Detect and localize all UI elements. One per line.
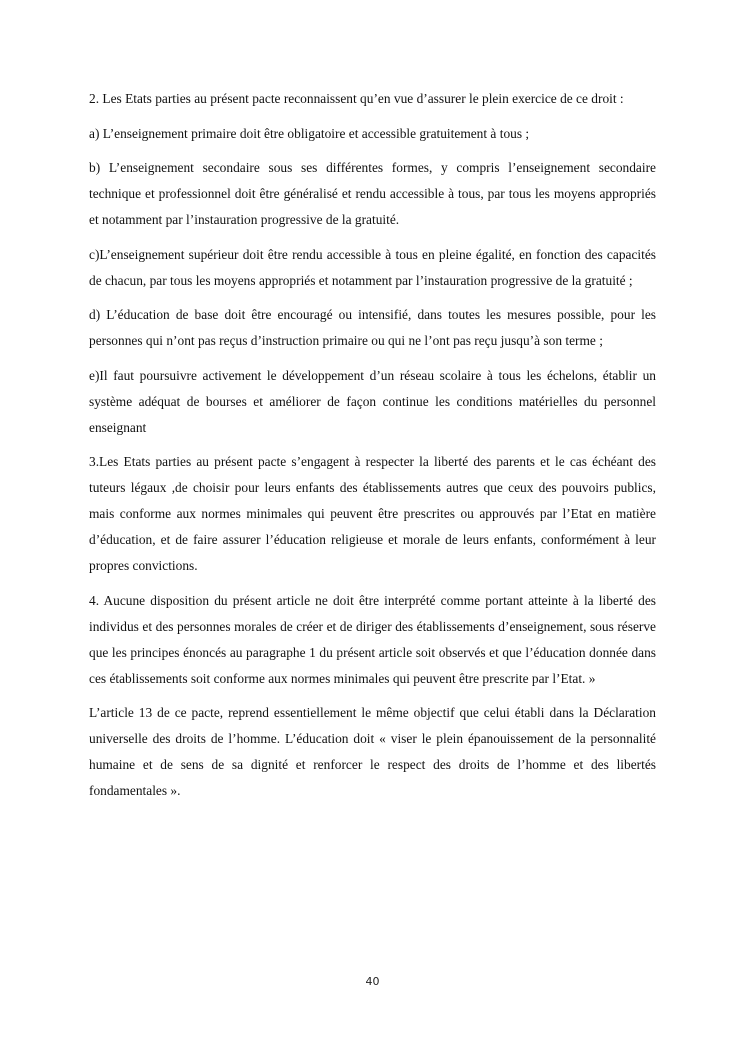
- paragraph-d-basic-education: d) L’éducation de base doit être encouragé ou intensifié, dans toutes les mesures possible, pour les personnes qui n’ont pas reçus d’instruction primaire ou qui ne l’ont pas reçu jusqu’à son terme ;: [89, 307, 656, 348]
- paragraph-2-intro: 2. Les Etats parties au présent pacte reconnaissent qu’en vue d’assurer le plein exercice de ce droit :: [89, 91, 624, 106]
- paragraph-c-higher-education: c)L’enseignement supérieur doit être rendu accessible à tous en pleine égalité, en fonction des capacités de chacun, par tous les moyens appropriés et notamment par l’instauration progressive de la gratuité ;: [89, 246, 656, 288]
- paragraph-article-13-commentary: L’article 13 de ce pacte, reprend essentiellement le même objectif que celui établi dans la Déclaration universelle des droits de l’homme. L’éducation doit « viser le plein épanouissement de la personnalité humaine et de sens de sa dignité et renforcer le respect des droits de l’homme et des libertés fondamentales ».: [89, 705, 656, 798]
- paragraph-3-parental-freedom: 3.Les Etats parties au présent pacte s’engagent à respecter la liberté des parents et le cas échéant des tuteurs légaux ,de choisir pour leurs enfants des établissements autres que ceux des pouvoirs publics, mais conforme aux normes minimales qui peuvent être prescrites ou approuvés par l’Etat en matière d’éducation, et de faire assurer l’éducation religieuse et morale de leurs enfants, conformément à leur propres convictions.: [89, 454, 656, 573]
- paragraph-a-primary-education: a) L’enseignement primaire doit être obligatoire et accessible gratuitement à tous ;: [89, 125, 530, 141]
- paragraph-4-institutional-freedom: 4. Aucune disposition du présent article ne doit être interprété comme portant atteinte à la liberté des individus et des personnes morales de créer et de diriger des établissements d’enseignement, sous réserve que les principes énoncés au paragraphe 1 du présent article soit observés et que l’éducation donnée dans ces établissements soit conforme aux normes minimales qui peuvent être prescrite par l’Etat. »: [89, 592, 656, 686]
- page-number: 40: [365, 975, 380, 988]
- document-body: [89, 86, 656, 813]
- paragraph-e-school-network: e)Il faut poursuivre activement le développement d’un réseau scolaire à tous les échelons, établir un système adéquat de bourses et améliorer de façon continue les conditions matérielles du personnel enseignant: [89, 367, 656, 435]
- paragraph-b-secondary-education: b) L’enseignement secondaire sous ses différentes formes, y compris l’enseignement secondaire technique et professionnel doit être généralisé et rendu accessible à tous, par tous les moyens appropriés et notamment par l’instauration progressive de la gratuité.: [89, 160, 656, 227]
